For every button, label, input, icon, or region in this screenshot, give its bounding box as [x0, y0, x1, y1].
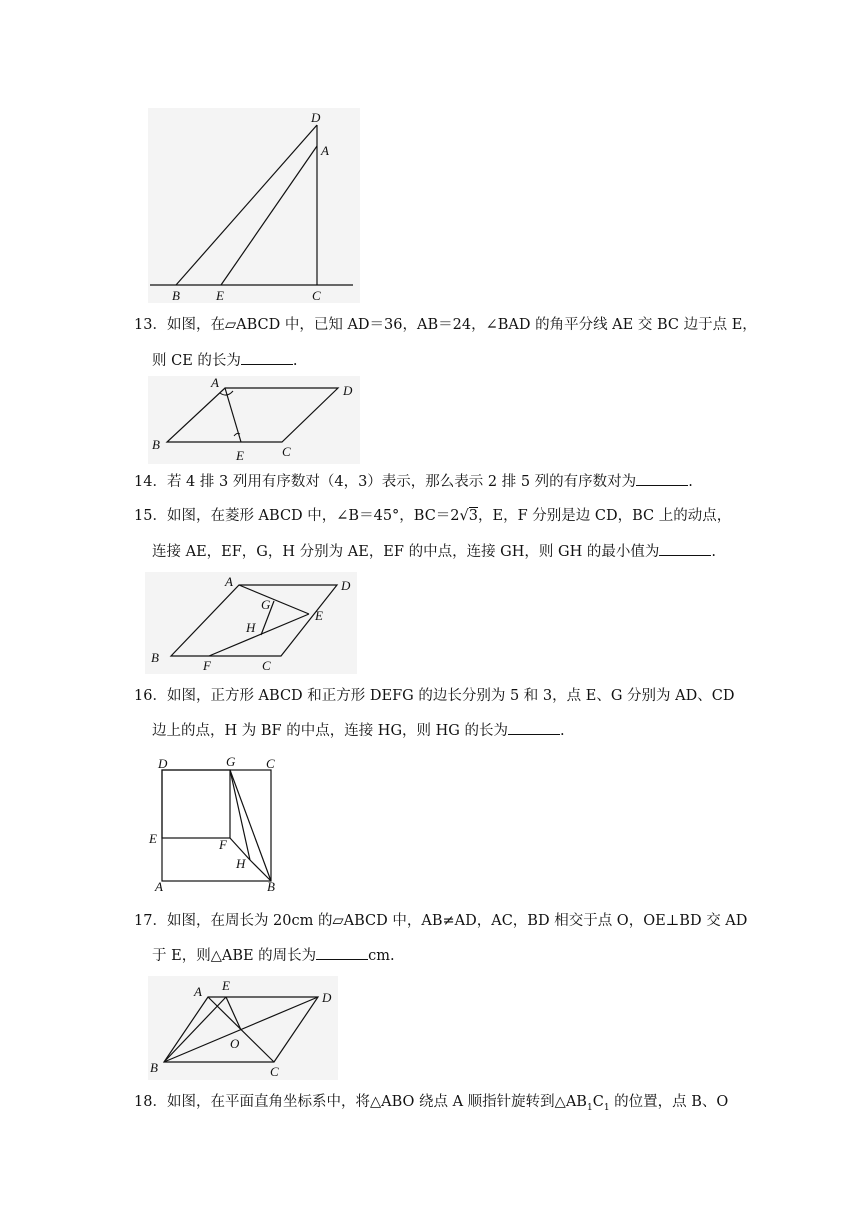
q17-diagram	[148, 976, 338, 1080]
label-c: C	[312, 288, 321, 303]
q16-line1	[134, 686, 734, 706]
segment-hb	[250, 860, 271, 881]
q17-text-line2: 于 E，则△ABE 的周长为	[152, 948, 317, 964]
q13-figure	[148, 376, 360, 464]
label-f: F	[219, 837, 227, 852]
q17-line1	[134, 911, 747, 931]
label-b: B	[267, 879, 275, 894]
square-defg	[162, 770, 230, 838]
label-d: D	[158, 756, 168, 771]
label-e: E	[236, 448, 244, 463]
label-b: B	[150, 1060, 158, 1075]
q15-text-line1: 如图，在菱形 ABCD 中，∠B＝45°，BC＝2	[166, 508, 460, 524]
label-d: D	[311, 110, 321, 125]
q15-text-line2: 连接 AE，EF，G，H 分别为 AE，EF 的中点，连接 GH，则 GH 的最小值为	[152, 544, 660, 560]
q18-number: 18．	[134, 1094, 167, 1110]
q14-period: .	[688, 474, 693, 490]
q14-line	[134, 472, 693, 492]
q16-answer-blank[interactable]	[508, 721, 560, 735]
q16-figure	[146, 754, 286, 894]
q13-number: 13．	[134, 317, 167, 333]
q17-line2	[152, 946, 395, 966]
q18-sub1: 1	[586, 1102, 593, 1113]
q16-line2	[152, 721, 565, 741]
q14-number: 14．	[134, 474, 167, 490]
label-f: F	[203, 658, 211, 673]
q13-period: .	[292, 353, 298, 369]
label-e: E	[149, 831, 157, 846]
q17-text-line1: 如图，在周长为 20cm 的▱ABCD 中，AB≠AD，AC，BD 相交于点 O，OE⊥BD 交 AD	[166, 913, 748, 929]
label-g: G	[261, 597, 271, 612]
q16-diagram	[146, 754, 286, 894]
q15-diagram	[145, 572, 357, 674]
q17-answer-blank[interactable]	[316, 946, 368, 960]
q15-line2	[152, 542, 716, 562]
q17-number: 17．	[134, 913, 167, 929]
q18-line1	[134, 1092, 728, 1118]
label-a: A	[211, 375, 219, 390]
q18-text-line1: 如图，在平面直角坐标系中，将△ABO 绕点 A 顺指针旋转到△AB	[166, 1094, 587, 1110]
q15-line1	[134, 506, 731, 526]
figure-background	[148, 108, 360, 303]
q18-text-line1-rest: 的位置，点 B、O	[609, 1094, 729, 1110]
q12-figure	[148, 108, 360, 303]
label-h: H	[236, 856, 246, 871]
label-d: D	[322, 990, 332, 1005]
label-b: B	[151, 650, 159, 665]
label-e: E	[216, 288, 224, 303]
label-e: E	[315, 608, 323, 623]
label-e: E	[222, 978, 230, 993]
figure-background	[148, 376, 360, 464]
label-c: C	[282, 444, 291, 459]
q16-text-line2: 边上的点，H 为 BF 的中点，连接 HG，则 HG 的长为	[152, 723, 508, 739]
q15-number: 15．	[134, 508, 167, 524]
q13-answer-blank[interactable]	[241, 351, 293, 365]
q15-figure	[145, 572, 357, 674]
q13-text-line1: 如图，在▱ABCD 中，已知 AD＝36，AB＝24，∠BAD 的角平分线 AE 交 BC 边于点 E，	[166, 317, 757, 333]
q13-line1	[134, 315, 757, 335]
label-c: C	[270, 1064, 279, 1079]
label-b: B	[152, 437, 160, 452]
label-b: B	[172, 288, 180, 303]
label-a: A	[225, 574, 233, 589]
q15-period: .	[711, 544, 716, 560]
label-o: O	[230, 1036, 240, 1051]
q12-diagram	[148, 108, 360, 303]
label-a: A	[155, 879, 163, 894]
q13-text-line2: 则 CE 的长为	[152, 353, 241, 369]
q16-period: .	[559, 723, 565, 739]
q15-text-line1-rest: ，E，F 分别是边 CD，BC 上的动点，	[478, 508, 732, 524]
label-g: G	[226, 754, 236, 769]
figure-background	[148, 976, 338, 1080]
sqrt-symbol: √	[459, 508, 469, 524]
q17-figure	[148, 976, 338, 1080]
q13-diagram	[148, 376, 360, 464]
q18-c: C	[592, 1094, 604, 1110]
label-c: C	[262, 658, 271, 673]
label-d: D	[341, 578, 351, 593]
q14-answer-blank[interactable]	[636, 472, 688, 486]
q14-text: 若 4 排 3 列用有序数对（4，3）表示，那么表示 2 排 5 列的有序数对为	[166, 474, 637, 490]
q16-number: 16．	[134, 688, 167, 704]
q15-answer-blank[interactable]	[659, 542, 711, 556]
label-a: A	[194, 984, 202, 999]
label-d: D	[343, 383, 353, 398]
label-a: A	[321, 143, 329, 158]
sqrt-radicand: 3	[468, 508, 479, 524]
label-c: C	[266, 756, 275, 771]
q13-line2	[152, 351, 298, 371]
label-h: H	[246, 620, 256, 635]
q16-text-line1: 如图，正方形 ABCD 和正方形 DEFG 的边长分别为 5 和 3，点 E、G 分别为 AD、CD	[166, 688, 735, 704]
q17-unit: cm.	[368, 948, 395, 964]
q18-sub2: 1	[603, 1102, 610, 1113]
